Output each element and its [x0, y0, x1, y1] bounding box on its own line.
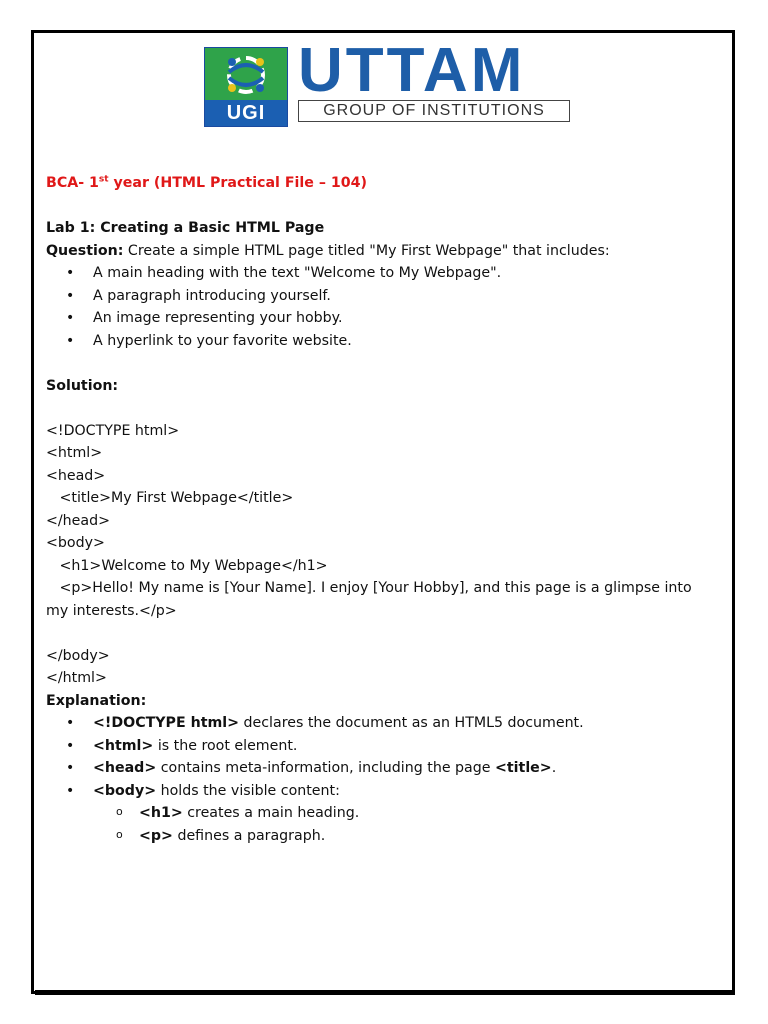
- course-header-suffix: year (HTML Practical File – 104): [108, 175, 367, 191]
- code-line: <h1>Welcome to My Webpage</h1>: [46, 557, 328, 574]
- code-line: <html>: [46, 445, 103, 461]
- code-line: <p>Hello! My name is [Your Name]. I enjoy [Your Hobby], and this page is a glimpse into: [46, 580, 692, 596]
- explanation-text: defines a paragraph.: [172, 827, 326, 844]
- brand-name: UTTAM: [298, 36, 526, 105]
- explanation-term: <html>: [93, 737, 154, 754]
- explanation-text: holds the visible content:: [156, 782, 340, 799]
- explanation-text: is the root element.: [153, 737, 298, 754]
- explanation-term: <h1>: [139, 805, 183, 821]
- code-line: <title>My First Webpage</title>: [46, 490, 294, 506]
- explanation-label: [46, 690, 718, 713]
- code-line: <head>: [46, 467, 106, 484]
- question-label: Question:: [46, 242, 124, 259]
- explanation-label-text: Explanation:: [46, 692, 147, 709]
- lab-title: [46, 217, 718, 240]
- list-item: • A hyperlink to your favorite website.: [46, 330, 718, 353]
- explanation-term: <title>: [495, 760, 552, 776]
- explanation-text: contains meta-information, including the page: [156, 760, 495, 776]
- list-item: [46, 735, 718, 758]
- ugi-emblem: [204, 47, 288, 127]
- code-line: my interests.</p>: [46, 602, 177, 619]
- code-line: </body>: [46, 647, 110, 664]
- question: [46, 240, 718, 263]
- emblem-text: UGI: [226, 102, 266, 124]
- explanation-text: declares the document as an HTML5 document.: [239, 715, 584, 731]
- explanation-term: <p>: [139, 827, 173, 844]
- course-header-prefix: BCA- 1: [46, 175, 99, 191]
- question-text: Create a simple HTML page titled "My First Webpage" that includes:: [123, 242, 610, 259]
- explanation-text: creates a main heading.: [182, 805, 360, 821]
- course-header-superscript: st: [98, 174, 109, 185]
- course-header: [46, 172, 718, 195]
- list-item: • A main heading with the text "Welcome to My Webpage".: [46, 262, 718, 285]
- list-item: [46, 825, 718, 848]
- list-item: • An image representing your hobby.: [46, 307, 718, 330]
- explanation-term: <!DOCTYPE html>: [93, 715, 240, 731]
- lab-title-text: Lab 1: Creating a Basic HTML Page: [46, 220, 325, 236]
- document-body: [46, 172, 718, 847]
- list-item: [46, 757, 718, 780]
- list-item: [46, 712, 718, 735]
- emblem-graphic: [205, 48, 287, 100]
- code-line: </head>: [46, 512, 110, 529]
- solution-label: [46, 375, 718, 398]
- explanation-term: <body>: [93, 782, 157, 799]
- sub-explanation-list: [46, 802, 718, 847]
- solution-label-text: Solution:: [46, 377, 119, 394]
- people-circle-icon: [205, 48, 287, 100]
- code-block: [46, 420, 718, 690]
- list-item: • A paragraph introducing yourself.: [46, 285, 718, 308]
- institution-logo: [204, 36, 576, 127]
- explanation-list: [46, 712, 718, 802]
- brand-tagline: GROUP OF INSTITUTIONS: [298, 100, 570, 122]
- explanation-term: <head>: [93, 760, 157, 776]
- code-line: <body>: [46, 535, 105, 551]
- code-line: <!DOCTYPE html>: [46, 422, 180, 439]
- page-border-bottom: [35, 990, 735, 995]
- list-item: [46, 802, 718, 825]
- requirements-list: [46, 262, 718, 352]
- list-item: [46, 780, 718, 803]
- code-line: </html>: [46, 670, 107, 686]
- explanation-text: .: [551, 760, 557, 776]
